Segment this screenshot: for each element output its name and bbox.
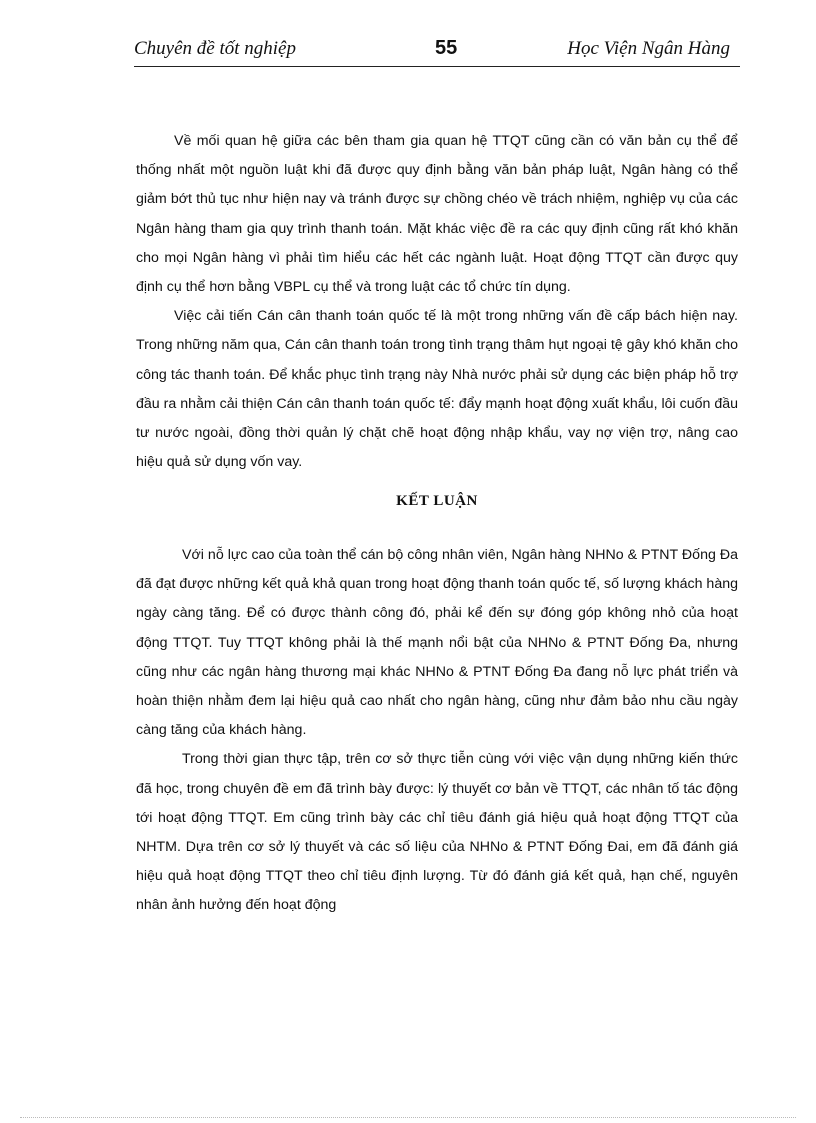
- header-institution: Học Viện Ngân Hàng: [567, 38, 730, 59]
- conclusion-heading: KẾT LUẬN: [396, 493, 478, 509]
- paragraph-legal-framework: Về mối quan hệ giữa các bên tham gia quan hệ TTQT cũng cần có văn bản cụ thể để thống nhất một nguồn luật khi đã được quy định bằng văn bản pháp luật, Ngân hàng có thể giảm bớt thủ tục như hiện nay và tránh được sự chồng chéo về trách nhiệm, nghiệp vụ của các Ngân hàng tham gia quy trình thanh toán. Mặt khác việc đề ra các quy định cũng rất khó khăn cho mọi Ngân hàng vì phải tìm hiểu các hết các ngành luật. Hoạt động TTQT cần được quy định cụ thể hơn bằng VBPL cụ thể và trong luật các tổ chức tín dụng.: [136, 133, 738, 296]
- page-number: 55: [435, 37, 458, 59]
- recommendations-section: [136, 127, 738, 477]
- paragraph-balance-of-payments: Việc cải tiến Cán cân thanh toán quốc tế là một trong những vấn đề cấp bách hiện nay. Trong những năm qua, Cán cân thanh toán trong tình trạng thâm hụt ngoại tệ gây khó khăn cho công tác thanh toán. Để khắc phục tình trạng này Nhà nước phải sử dụng các biện pháp hỗ trợ đầu ra nhằm cải thiện Cán cân thanh toán quốc tế: đẩy mạnh hoạt động xuất khẩu, lôi cuốn đầu tư nước ngoài, đồng thời quản lý chặt chẽ hoạt động nhập khẩu, vay nợ viện trợ, nâng cao hiệu quả sử dụng vốn vay.: [136, 308, 738, 471]
- paragraph-conclusion-summary: Trong thời gian thực tập, trên cơ sở thực tiễn cùng với việc vận dụng những kiến thức đã học, trong chuyên đề em đã trình bày được: lý thuyết cơ bản về TTQT, các nhân tố tác động tới hoạt động TTQT. Em cũng trình bày các chỉ tiêu đánh giá hiệu quả hoạt động TTQT của NHTM. Dựa trên cơ sở lý thuyết và các số liệu của NHNo & PTNT Đống Đai, em đã đánh giá hiệu quả hoạt động TTQT theo chỉ tiêu định lượng. Từ đó đánh giá kết quả, hạn chế, nguyên nhân ảnh hưởng đến hoạt động: [136, 751, 738, 914]
- page-header: [134, 36, 740, 67]
- paragraph-conclusion-achievements: Với nỗ lực cao của toàn thể cán bộ công nhân viên, Ngân hàng NHNo & PTNT Đống Đa đã đạt được những kết quả khả quan trong hoạt động thanh toán quốc tế, số lượng khách hàng ngày càng tăng. Để có được thành công đó, phải kể đến sự đóng góp không nhỏ của hoạt động TTQT. Tuy TTQT không phải là thế mạnh nổi bật của NHNo & PTNT Đống Đa, nhưng cũng như các ngân hàng thương mại khác NHNo & PTNT Đống Đa đang nỗ lực phát triển và hoàn thiện nhằm đem lại hiệu quả cao nhất cho ngân hàng, cũng như đảm bảo nhu cầu ngày càng tăng của khách hàng.: [136, 547, 738, 739]
- header-thesis-title: Chuyên đề tốt nghiệp: [134, 38, 296, 59]
- page-bottom-divider: [20, 1117, 796, 1118]
- conclusion-section: [136, 541, 738, 921]
